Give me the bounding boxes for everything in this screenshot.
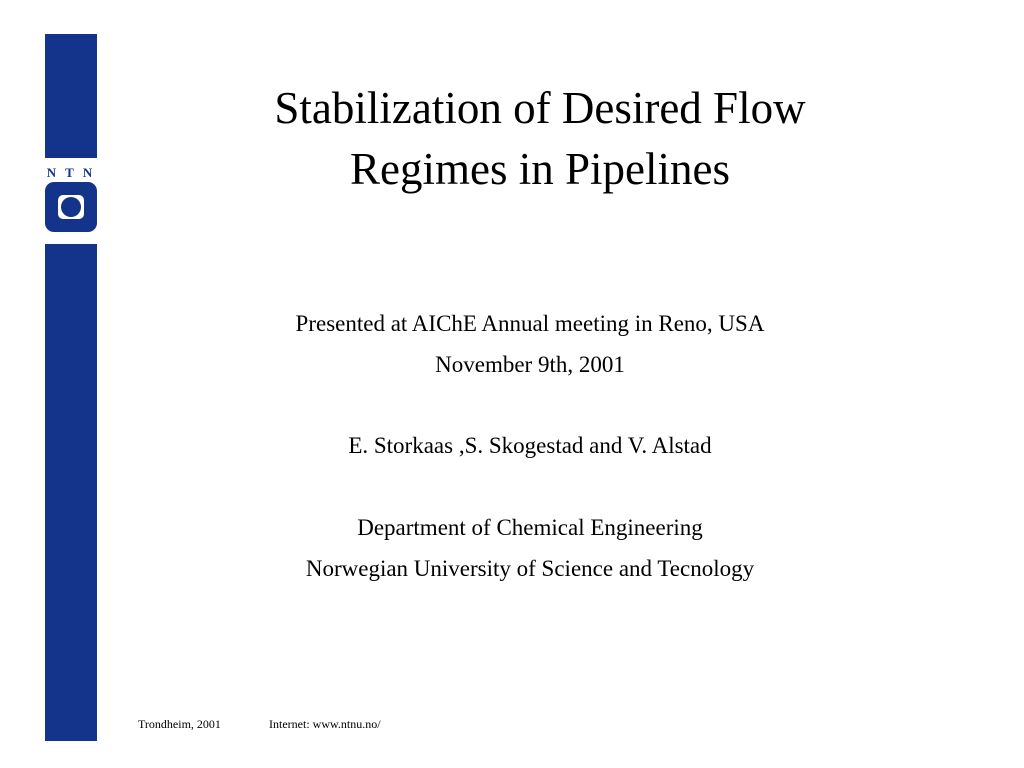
presentation-date: November 9th, 2001 xyxy=(435,352,625,377)
slide-title xyxy=(200,78,880,200)
authors: E. Storkaas ,S. Skogestad and V. Alstad xyxy=(348,433,712,458)
footer-internet: Internet: www.ntnu.no/ xyxy=(269,717,381,731)
presentation-venue: Presented at AIChE Annual meeting in Reno, USA xyxy=(295,311,765,336)
sidebar-bar-top xyxy=(45,34,97,158)
sidebar-bar-bottom xyxy=(45,244,97,741)
logo-inner-square xyxy=(58,195,84,219)
department: Department of Chemical Engineering xyxy=(357,515,703,540)
footer-location-year: Trondheim, 2001 xyxy=(138,717,221,731)
title-line-2: Regimes in Pipelines xyxy=(350,144,730,194)
university: Norwegian University of Science and Tecnology xyxy=(305,556,755,581)
ntnu-logo-icon xyxy=(45,182,97,232)
logo-circle xyxy=(61,197,81,217)
title-line-1: Stabilization of Desired Flow xyxy=(274,83,806,133)
ntnu-logo-text: N T N xyxy=(46,165,96,180)
